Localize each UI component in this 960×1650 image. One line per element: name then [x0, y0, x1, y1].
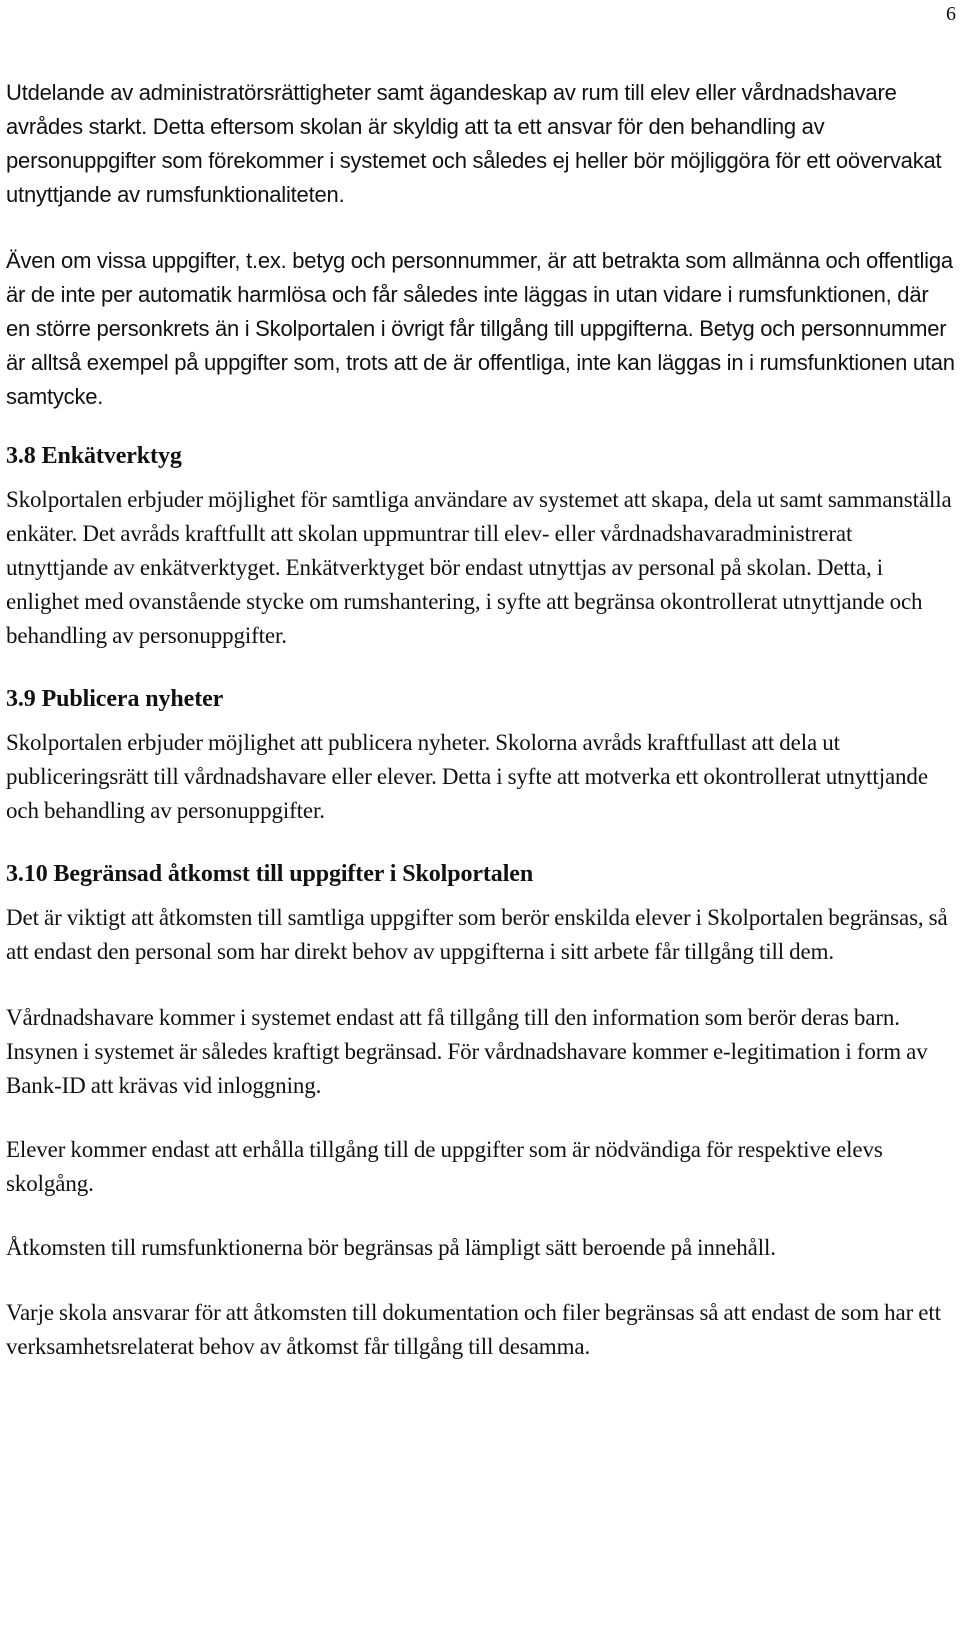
paragraph-public-data: Även om vissa uppgifter, t.ex. betyg och personnummer, är att betrakta som allmänna och offentliga är de inte per automatik harmlösa och får således inte läggas in utan vidare i rumsfunktionen, där en större personkrets än i Skolportalen i övrigt får tillgång till uppgifterna. Betyg och personnummer är alltså exempel på uppgifter som, trots att de är offentliga, inte kan läggas in i rumsfunktionen utan samtycke. [6, 248, 955, 409]
paragraph-access-limits: Det är viktigt att åtkomsten till samtliga uppgifter som berör enskilda elever i Skolportalen begränsas, så att endast den personal som har direkt behov av uppgifterna i sitt arbete får tillgång till dem. [6, 905, 948, 964]
section-heading-news: 3.9 Publicera nyheter [6, 686, 224, 712]
section-heading-survey-tool: 3.8 Enkätverktyg [6, 443, 182, 469]
document-body [6, 76, 956, 1364]
paragraph-news: Skolportalen erbjuder möjlighet att publicera nyheter. Skolorna avråds kraftfullast att dela ut publiceringsrätt till vårdnadshavare eller elever. Detta i syfte att motverka ett okontrollerat utnyttjande och behandling av personuppgifter. [6, 730, 928, 823]
paragraph-admin-rights: Utdelande av administratörsrättigheter samt ägandeskap av rum till elev eller vårdnadshavare avrådes starkt. Detta eftersom skolan är skyldig att ta ett ansvar för den behandling av personuppgifter som förekommer i systemet och således ej heller bör möjliggöra för ett oövervakat utnyttjande av rumsfunktionaliteten. [6, 80, 942, 207]
paragraph-survey-tool: Skolportalen erbjuder möjlighet för samtliga användare av systemet att skapa, dela ut samt sammanställa enkäter. Det avråds kraftfullt att skolan uppmuntrar till elev- eller vårdnadshavaradministrerat utnyttjande av enkätverktyget. Enkätverktyget bör endast utnyttjas av personal på skolan. Detta, i enlighet med ovanstående stycke om rumshantering, i syfte att begränsa okontrollerat utnyttjande och behandling av personuppgifter. [6, 487, 952, 648]
paragraph-room-access: Åtkomsten till rumsfunktionerna bör begränsas på lämpligt sätt beroende på innehåll. [6, 1235, 776, 1260]
page-number: 6 [946, 3, 956, 25]
section-heading-access-limits: 3.10 Begränsad åtkomst till uppgifter i Skolportalen [6, 861, 534, 887]
paragraph-guardians: Vårdnadshavare kommer i systemet endast att få tillgång till den information som berör deras barn. Insynen i systemet är således kraftigt begränsad. För vårdnadshavare kommer e-legitimation i form av Bank-ID att krävas vid inloggning. [6, 1005, 928, 1098]
paragraph-school-responsibility: Varje skola ansvarar för att åtkomsten till dokumentation och filer begränsas så att endast de som har ett verksamhetsrelaterat behov av åtkomst får tillgång till desamma. [6, 1300, 941, 1359]
paragraph-students: Elever kommer endast att erhålla tillgång till de uppgifter som är nödvändiga för respektive elevs skolgång. [6, 1137, 883, 1196]
